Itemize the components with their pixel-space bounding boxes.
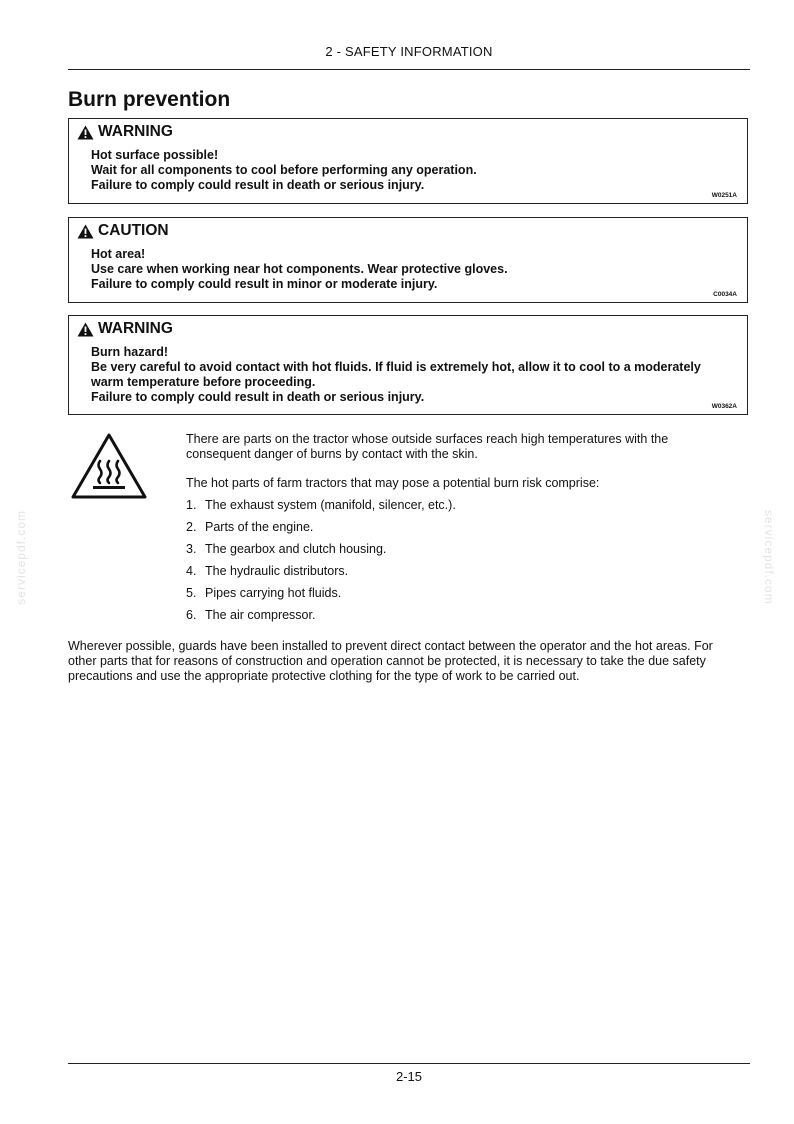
hot-surface-icon <box>70 432 148 500</box>
notice-line: Hot area! <box>91 247 146 261</box>
warning-triangle-icon <box>77 224 94 239</box>
text-line: There are parts on the tractor whose outside surfaces reach high temperatures with the <box>186 432 669 446</box>
watermark-left: servicepdf.com <box>14 510 28 605</box>
list-item <box>186 520 313 534</box>
text-line: other parts that for reasons of construction and operation cannot be protected, it is necessary to take the due safety <box>68 654 706 668</box>
watermark-right: servicepdf.com <box>762 510 776 605</box>
notice-line: Be very careful to avoid contact with hot fluids. If fluid is extremely hot, allow it to cool to a moderately <box>91 360 701 374</box>
warning-box-burn-hazard <box>68 315 748 415</box>
notice-line: Burn hazard! <box>91 345 169 359</box>
list-text: Parts of the engine. <box>205 520 314 534</box>
list-text: The hydraulic distributors. <box>205 564 349 578</box>
notice-heading <box>77 222 169 240</box>
intro-paragraph <box>186 432 668 462</box>
notice-label: CAUTION <box>98 222 169 239</box>
notice-line: Hot surface possible! <box>91 148 219 162</box>
list-item <box>186 586 341 600</box>
closing-paragraph <box>68 639 750 684</box>
page-number: 2-15 <box>395 1069 423 1084</box>
list-number: 1. <box>186 498 197 512</box>
list-item <box>186 542 386 556</box>
notice-heading <box>77 123 173 141</box>
notice-code: W0362A <box>711 403 737 410</box>
footer-divider <box>68 1063 750 1064</box>
warning-box-hot-surface <box>68 118 748 204</box>
section-header: 2 - SAFETY INFORMATION <box>325 44 493 59</box>
list-number: 2. <box>186 520 197 534</box>
list-item <box>186 608 315 622</box>
list-text: The exhaust system (manifold, silencer, etc.). <box>205 498 456 512</box>
list-item <box>186 564 348 578</box>
notice-line: warm temperature before proceeding. <box>91 375 316 389</box>
list-text: The gearbox and clutch housing. <box>205 542 387 556</box>
text-line: precautions and use the appropriate protective clothing for the type of work to be carried out. <box>68 669 580 683</box>
notice-code: C0034A <box>713 291 737 298</box>
text-line: Wherever possible, guards have been installed to prevent direct contact between the operator and the hot areas. For <box>68 639 713 653</box>
notice-line: Failure to comply could result in minor or moderate injury. <box>91 277 438 291</box>
list-text: Pipes carrying hot fluids. <box>205 586 342 600</box>
list-text: The air compressor. <box>205 608 316 622</box>
header-divider <box>68 69 750 70</box>
list-number: 4. <box>186 564 197 578</box>
list-number: 6. <box>186 608 197 622</box>
list-intro: The hot parts of farm tractors that may pose a potential burn risk comprise: <box>186 476 600 490</box>
notice-line: Failure to comply could result in death or serious injury. <box>91 390 425 404</box>
page-title: Burn prevention <box>68 88 231 111</box>
list-number: 5. <box>186 586 197 600</box>
notice-label: WARNING <box>98 123 173 140</box>
notice-code: W0251A <box>711 192 737 199</box>
list-item <box>186 498 456 512</box>
notice-label: WARNING <box>98 320 173 337</box>
notice-line: Failure to comply could result in death or serious injury. <box>91 178 425 192</box>
warning-triangle-icon <box>77 322 94 337</box>
warning-triangle-icon <box>77 125 94 140</box>
notice-heading <box>77 320 173 338</box>
notice-line: Wait for all components to cool before performing any operation. <box>91 163 477 177</box>
list-number: 3. <box>186 542 197 556</box>
notice-line: Use care when working near hot components. Wear protective gloves. <box>91 262 508 276</box>
text-line: consequent danger of burns by contact with the skin. <box>186 447 478 461</box>
caution-box-hot-area <box>68 217 748 303</box>
